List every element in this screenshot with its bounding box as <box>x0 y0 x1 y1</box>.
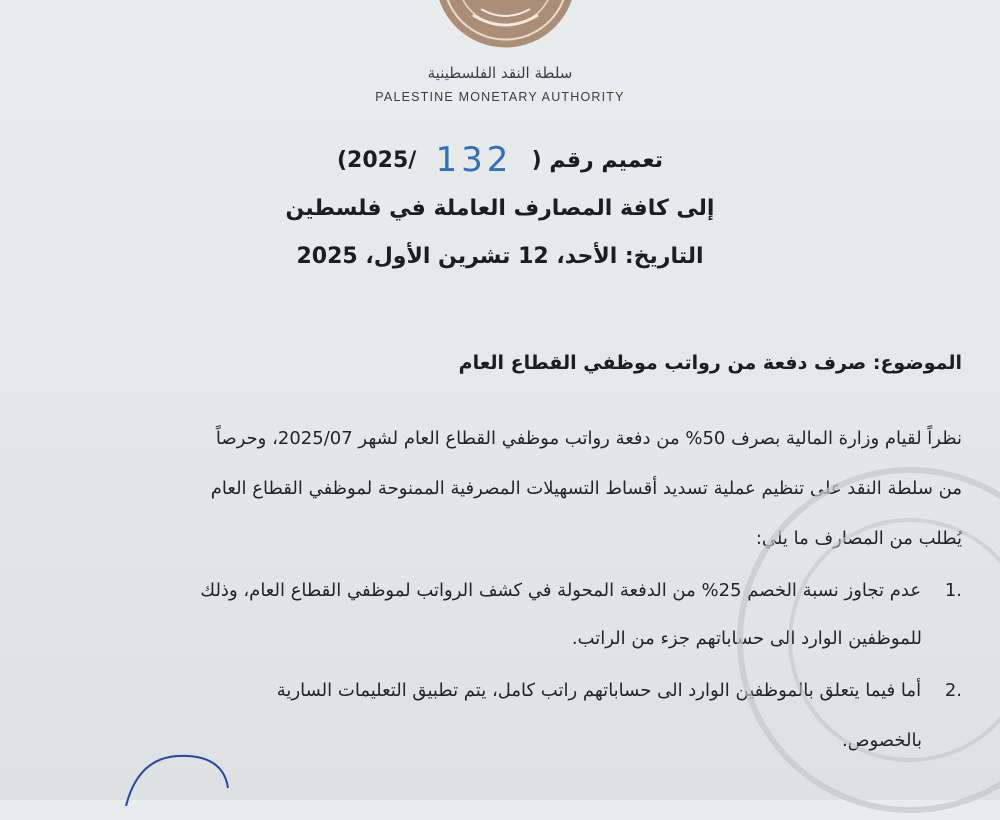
pma-seal-icon <box>433 0 578 50</box>
circular-number: 132 <box>435 140 513 180</box>
list-item-text: أما فيما يتعلق بالموظفين الوارد الى حساباتهم راتب كامل، يتم تطبيق التعليمات السارية <box>276 680 922 701</box>
recipients-line: إلى كافة المصارف العاملة في فلسطين <box>285 196 715 221</box>
circular-label: تعميم رقم ( <box>531 148 664 173</box>
list-item-number: 2. <box>944 680 962 701</box>
list-item-continuation: للموظفين الوارد الى حساباتهم جزء من الراتب. <box>571 628 922 649</box>
body-line-1: نظراً لقيام وزارة المالية بصرف 50% من دفعة رواتب موظفي القطاع العام لشهر 2025/07، وحرصاً <box>215 428 962 449</box>
list-item-number: 1. <box>944 580 962 601</box>
subject-line: الموضوع: صرف دفعة من رواتب موظفي القطاع العام <box>458 352 962 374</box>
list-item-continuation: بالخصوص. <box>842 730 922 751</box>
list-item-text: عدم تجاوز نسبة الخصم 25% من الدفعة المحولة في كشف الرواتب لموظفي القطاع العام، وذلك <box>200 580 922 601</box>
org-name-english: PALESTINE MONETARY AUTHORITY <box>375 90 625 104</box>
signature-icon <box>118 748 258 808</box>
date-line: التاريخ: الأحد، 12 تشرين الأول، 2025 <box>296 244 704 269</box>
pma-watermark-icon <box>730 460 1000 820</box>
org-name-arabic: سلطة النقد الفلسطينية <box>427 64 573 82</box>
circular-number-line <box>200 140 800 180</box>
circular-year: /2025) <box>336 148 417 173</box>
body-line-3: يُطلب من المصارف ما يلي: <box>755 528 962 549</box>
body-line-2: من سلطة النقد على تنظيم عملية تسديد أقساط التسهيلات المصرفية الممنوحة لموظفي القطاع العام <box>210 478 962 499</box>
